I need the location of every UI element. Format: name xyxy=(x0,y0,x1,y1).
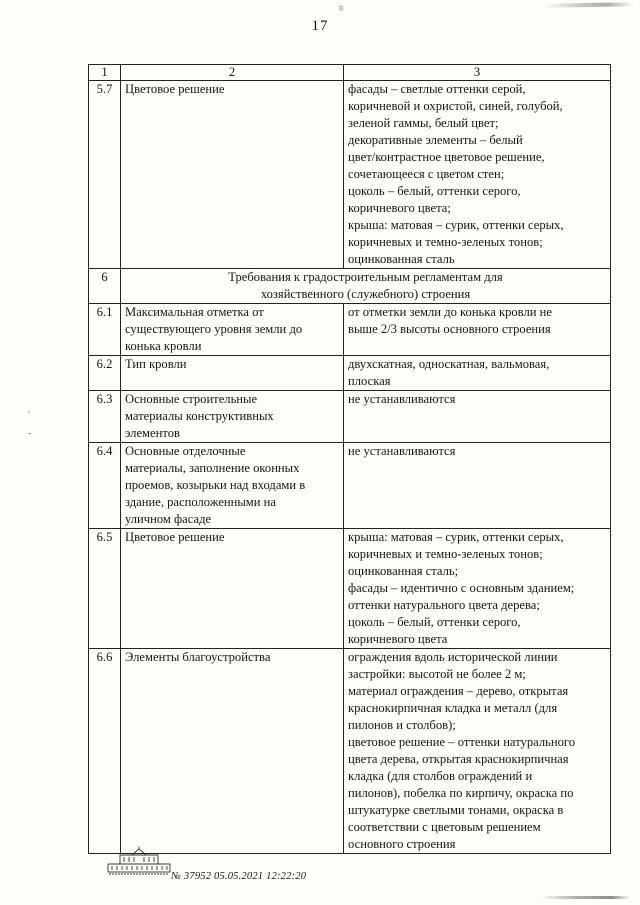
text-line: соответствии с цветовым решением xyxy=(348,820,541,834)
text-line: коричневого цвета xyxy=(348,632,448,646)
section-row xyxy=(89,269,611,304)
text-line: фасады – светлые оттенки серой, xyxy=(348,82,526,96)
text-line: коричневых и темно-зеленых тонов; xyxy=(348,235,543,249)
text-line: элементов xyxy=(125,426,180,440)
row-number: 6.2 xyxy=(89,356,121,391)
text-line: зеленой гаммы, белый цвет; xyxy=(348,116,499,130)
margin-dot: - xyxy=(28,428,32,439)
row-number: 6.6 xyxy=(89,649,121,854)
section-title xyxy=(121,269,611,304)
table-header-row xyxy=(89,65,611,81)
column-header: 2 xyxy=(121,65,344,81)
text-line: проемов, козырьки над входами в xyxy=(125,478,306,492)
row-number: 6.5 xyxy=(89,529,121,649)
text-line: конька кровли xyxy=(125,339,202,353)
text-line: материал ограждения – дерево, открытая xyxy=(348,684,569,698)
text-line: коричневого цвета; xyxy=(348,201,451,215)
section-number: 6 xyxy=(89,269,121,304)
row-name: Цветовое решение xyxy=(121,81,344,269)
text-line: цоколь – белый, оттенки серого, xyxy=(348,615,521,629)
text-line: существующего уровня земли до xyxy=(125,322,303,336)
text-line: фасады – идентично с основным зданием; xyxy=(348,581,575,595)
row-value xyxy=(344,649,611,854)
row-name xyxy=(121,443,344,529)
registration-number: № 37952 05.05.2021 12:22:20 xyxy=(171,871,307,882)
text-line: Тип кровли xyxy=(125,357,187,371)
margin-dot: ' xyxy=(28,410,30,421)
column-header: 1 xyxy=(89,65,121,81)
table-row xyxy=(89,81,611,269)
row-value xyxy=(344,356,611,391)
text-line: Максимальная отметка от xyxy=(125,305,264,319)
text-line: Требования к градостроительным регламентам для xyxy=(228,270,503,284)
text-line: цвет/контрастное цветовое решение, xyxy=(348,150,545,164)
row-name xyxy=(121,529,344,649)
text-line: оцинкованная сталь; xyxy=(348,564,459,578)
text-line: не устанавливаются xyxy=(348,392,456,406)
text-line: цветовое решение – оттенки натурального xyxy=(348,735,576,749)
text-line: оцинкованная сталь xyxy=(348,252,455,266)
text-line: материалы, заполнение оконных xyxy=(125,461,300,475)
text-line: Основные отделочные xyxy=(125,444,246,458)
text-line: хозяйственного (служебного) строения xyxy=(260,287,471,301)
row-value xyxy=(344,391,611,443)
row-number: 6.1 xyxy=(89,304,121,356)
text-line: цвета дерева, открытая краснокирпичная xyxy=(348,752,569,766)
text-line: сочетающееся с цветом стен; xyxy=(348,167,505,181)
text-line: здание, расположенными на xyxy=(125,495,276,509)
text-line: материалы конструктивных xyxy=(125,409,274,423)
scan-artifact-bottom xyxy=(540,896,630,899)
row-name xyxy=(121,356,344,391)
table-row xyxy=(89,649,611,854)
row-value xyxy=(344,304,611,356)
row-name xyxy=(121,649,344,854)
row-name xyxy=(121,391,344,443)
table-row xyxy=(89,304,611,356)
text-line: застройки: высотой не более 2 м; xyxy=(348,667,526,681)
page-number: 17 xyxy=(311,18,329,34)
text-line: от отметки земли до конька кровли не xyxy=(348,305,552,319)
scan-artifact-top xyxy=(544,2,634,8)
text-line: оттенки натурального цвета дерева; xyxy=(348,598,540,612)
text-line: Элементы благоустройства xyxy=(125,650,271,664)
table-row xyxy=(89,391,611,443)
text-line: краснокирпичная кладка и металл (для xyxy=(348,701,558,715)
text-line: штукатурке светлыми тонами, окраска в xyxy=(348,803,564,817)
row-number: 5.7 xyxy=(89,81,121,269)
row-name xyxy=(121,304,344,356)
text-line: кладка (для столбов ограждений и xyxy=(348,769,533,783)
row-value xyxy=(344,443,611,529)
table-row xyxy=(89,356,611,391)
text-line: основного строения xyxy=(348,837,456,851)
text-line: не устанавливаются xyxy=(348,444,456,458)
row-value xyxy=(344,81,611,269)
text-line: коричневой и охристой, синей, голубой, xyxy=(348,99,563,113)
column-header: 3 xyxy=(344,65,611,81)
text-line: уличном фасаде xyxy=(125,512,212,526)
text-line: цоколь – белый, оттенки серого, xyxy=(348,184,521,198)
row-value xyxy=(344,529,611,649)
text-line: декоративные элементы – белый xyxy=(348,133,523,147)
text-line: ограждения вдоль исторической линии xyxy=(348,650,558,664)
text-line: крыша: матовая – сурик, оттенки серых, xyxy=(348,218,564,232)
requirements-table xyxy=(88,64,611,854)
text-line: выше 2/3 высоты основного строения xyxy=(348,322,551,336)
text-line: Цветовое решение xyxy=(125,530,225,544)
table-row xyxy=(89,443,611,529)
text-line: Основные строительные xyxy=(125,392,258,406)
row-number: 6.3 xyxy=(89,391,121,443)
text-line: двухскатная, односкатная, вальмовая, xyxy=(348,357,550,371)
text-line: пилонов и столбов); xyxy=(348,718,456,732)
administration-building-stamp-icon xyxy=(106,846,172,876)
row-number: 6.4 xyxy=(89,443,121,529)
text-line: пилонов), побелка по кирпичу, окраска по xyxy=(348,786,574,800)
text-line: коричневых и темно-зеленых тонов; xyxy=(348,547,543,561)
table-row xyxy=(89,529,611,649)
scan-artifact-mark: ® xyxy=(338,4,345,13)
text-line: плоская xyxy=(348,374,391,388)
text-line: крыша: матовая – сурик, оттенки серых, xyxy=(348,530,564,544)
